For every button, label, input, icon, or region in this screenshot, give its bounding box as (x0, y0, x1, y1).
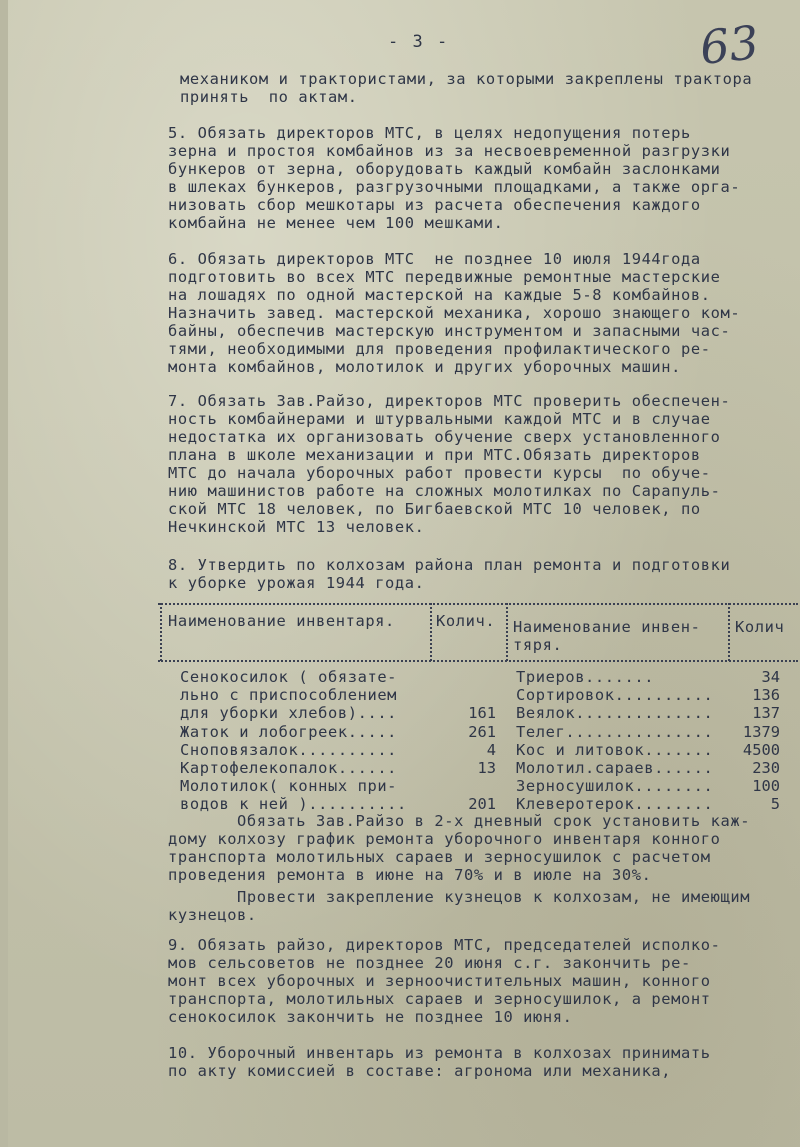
table-top-rule (158, 603, 798, 605)
table-item-qty: 261 (468, 722, 496, 741)
text-line: мов сельсоветов не позднее 20 июня с.г. закончить ре- (168, 954, 691, 972)
table-item-name: Кос и литовок....... (516, 740, 714, 759)
text-line: монта комбайнов, молотилок и других уборочных машин. (168, 358, 682, 376)
text-line: комбайна не менее чем 100 мешками. (168, 214, 504, 232)
table-header-rule (158, 660, 798, 662)
text-line: по акту комиссией в составе: агронома или механика, (168, 1062, 672, 1080)
table-item-qty: 136 (752, 686, 780, 705)
table-item-name: Молотилок( конных при- (180, 777, 398, 796)
text-line: ской МТС 18 человек, по Бигбаевской МТС 10 человек, по (168, 500, 701, 518)
text-line: Провести закрепление кузнецов к колхозам, не имеющим (168, 888, 751, 906)
text-line: тями, необходимыми для проведения профилактического ре- (168, 340, 711, 358)
document-page (8, 0, 800, 1147)
table-vrule (506, 603, 508, 661)
text-line: 9. Обязать райзо, директоров МТС, председателей исполко- (168, 936, 721, 954)
text-line: 8. Утвердить по колхозам района план ремонта и подготовки (168, 556, 731, 574)
table-header: Наименование инвентаря. (168, 612, 395, 630)
text-line: зерна и простоя комбайнов из за несвоевременной разгрузки (168, 142, 731, 160)
table-header: тяря. (513, 636, 563, 654)
table-item-qty: 4 (486, 740, 496, 759)
table-item-qty: 13 (477, 759, 496, 777)
text-line: кузнецов. (168, 906, 257, 924)
text-line: низовать сбор мешкотары из расчета обеспечения каждого (168, 196, 701, 214)
text-line: подготовить во всех МТС передвижные ремонтные мастерские (168, 268, 721, 286)
text-line: транспорта молотильных сараев и зерносушилок с расчетом (168, 848, 711, 866)
table-vrule (160, 603, 162, 661)
text-line: Обязать Зав.Райзо в 2-х дневный срок установить каж- (168, 812, 751, 830)
table-item-name: Картофелекопалок...... (180, 759, 398, 777)
table-item-qty: 201 (468, 795, 496, 814)
table-item-qty: 4500 (742, 740, 780, 759)
handwritten-folio-number: 63 (697, 15, 762, 75)
text-line: нию машинистов работе на сложных молотилках по Сарапуль- (168, 482, 721, 500)
text-line: дому колхозу график ремонта уборочного инвентаря конного (168, 830, 721, 848)
table-item-qty: 137 (752, 704, 780, 723)
table-item-name: Веялок.............. (516, 704, 714, 723)
table-header: Наименование инвен- (513, 618, 701, 636)
text-line: плана в школе механизации и при МТС.Обязать директоров (168, 446, 701, 464)
table-item-name: Телег............... (516, 722, 714, 741)
table-vrule (430, 603, 432, 661)
text-line: сенокосилок закончить не позднее 10 июня. (168, 1008, 573, 1026)
text-line: механиком и трактористами, за которыми закреплены трактора (180, 70, 753, 88)
text-line: транспорта, молотильных сараев и зерносушилок, а ремонт (168, 990, 711, 1008)
text-line: на лошадях по одной мастерской на каждые 5-8 комбайнов. (168, 286, 711, 304)
table-item-name: Жаток и лобогреек..... (180, 722, 398, 741)
table-item-name: Зерносушилок........ (516, 777, 714, 796)
text-line: проведения ремонта в июне на 70% и в июле на 30%. (168, 866, 652, 884)
table-item-name: Клеверотерок........ (516, 795, 714, 814)
text-line: принять по актам. (180, 88, 358, 106)
text-line: Нечкинской МТС 13 человек. (168, 518, 425, 536)
table-item-name: Сноповязалок.......... (180, 740, 398, 759)
text-line: монт всех уборочных и зерноочистительных машин, конного (168, 972, 711, 990)
text-line: недостатка их организовать обучение сверх установленного (168, 428, 721, 446)
table-item-name: Триеров....... (516, 668, 655, 686)
table-item-name: Сортировок.......... (516, 686, 714, 705)
text-line: к уборке урожая 1944 года. (168, 574, 425, 592)
text-line: ность комбайнерами и штурвальными каждой МТС и в случае (168, 410, 711, 428)
text-line: 7. Обязать Зав.Райзо, директоров МТС проверить обеспечен- (168, 392, 731, 410)
table-item-qty: 230 (752, 759, 780, 777)
table-item-name: водов к ней ).......... (180, 795, 407, 814)
table-item-name: Сенокосилок ( обязате- (180, 668, 398, 686)
table-header: Колич. (436, 612, 496, 630)
text-line: 10. Уборочный инвентарь из ремонта в колхозах принимать (168, 1044, 711, 1062)
table-item-qty: 34 (761, 668, 780, 686)
table-vrule (728, 603, 730, 661)
table-item-qty: 1379 (742, 722, 780, 741)
table-item-name: Молотил.сараев...... (516, 759, 714, 777)
page-number: - 3 - (388, 32, 450, 52)
text-line: МТС до начала уборочных работ провести курсы по обуче- (168, 464, 711, 482)
text-line: бункеров от зерна, оборудовать каждый комбайн заслонками (168, 160, 721, 178)
text-line: Назначить завед. мастерской механика, хорошо знающего ком- (168, 304, 741, 322)
text-line: байны, обеспечив мастерскую инструментом и запасными час- (168, 322, 731, 340)
table-item-qty: 5 (770, 795, 780, 814)
table-item-name: льно с приспособлением (180, 686, 398, 705)
text-line: 6. Обязать директоров МТС не позднее 10 июля 1944года (168, 250, 701, 268)
table-header: Колич (735, 618, 785, 636)
text-line: в шлеках бункеров, разгрузочными площадками, а также орга- (168, 178, 741, 196)
table-item-name: для уборки хлебов).... (180, 704, 398, 723)
table-item-qty: 161 (468, 704, 496, 723)
text-line: 5. Обязать директоров МТС, в целях недопущения потерь (168, 124, 691, 142)
table-item-qty: 100 (752, 777, 780, 796)
